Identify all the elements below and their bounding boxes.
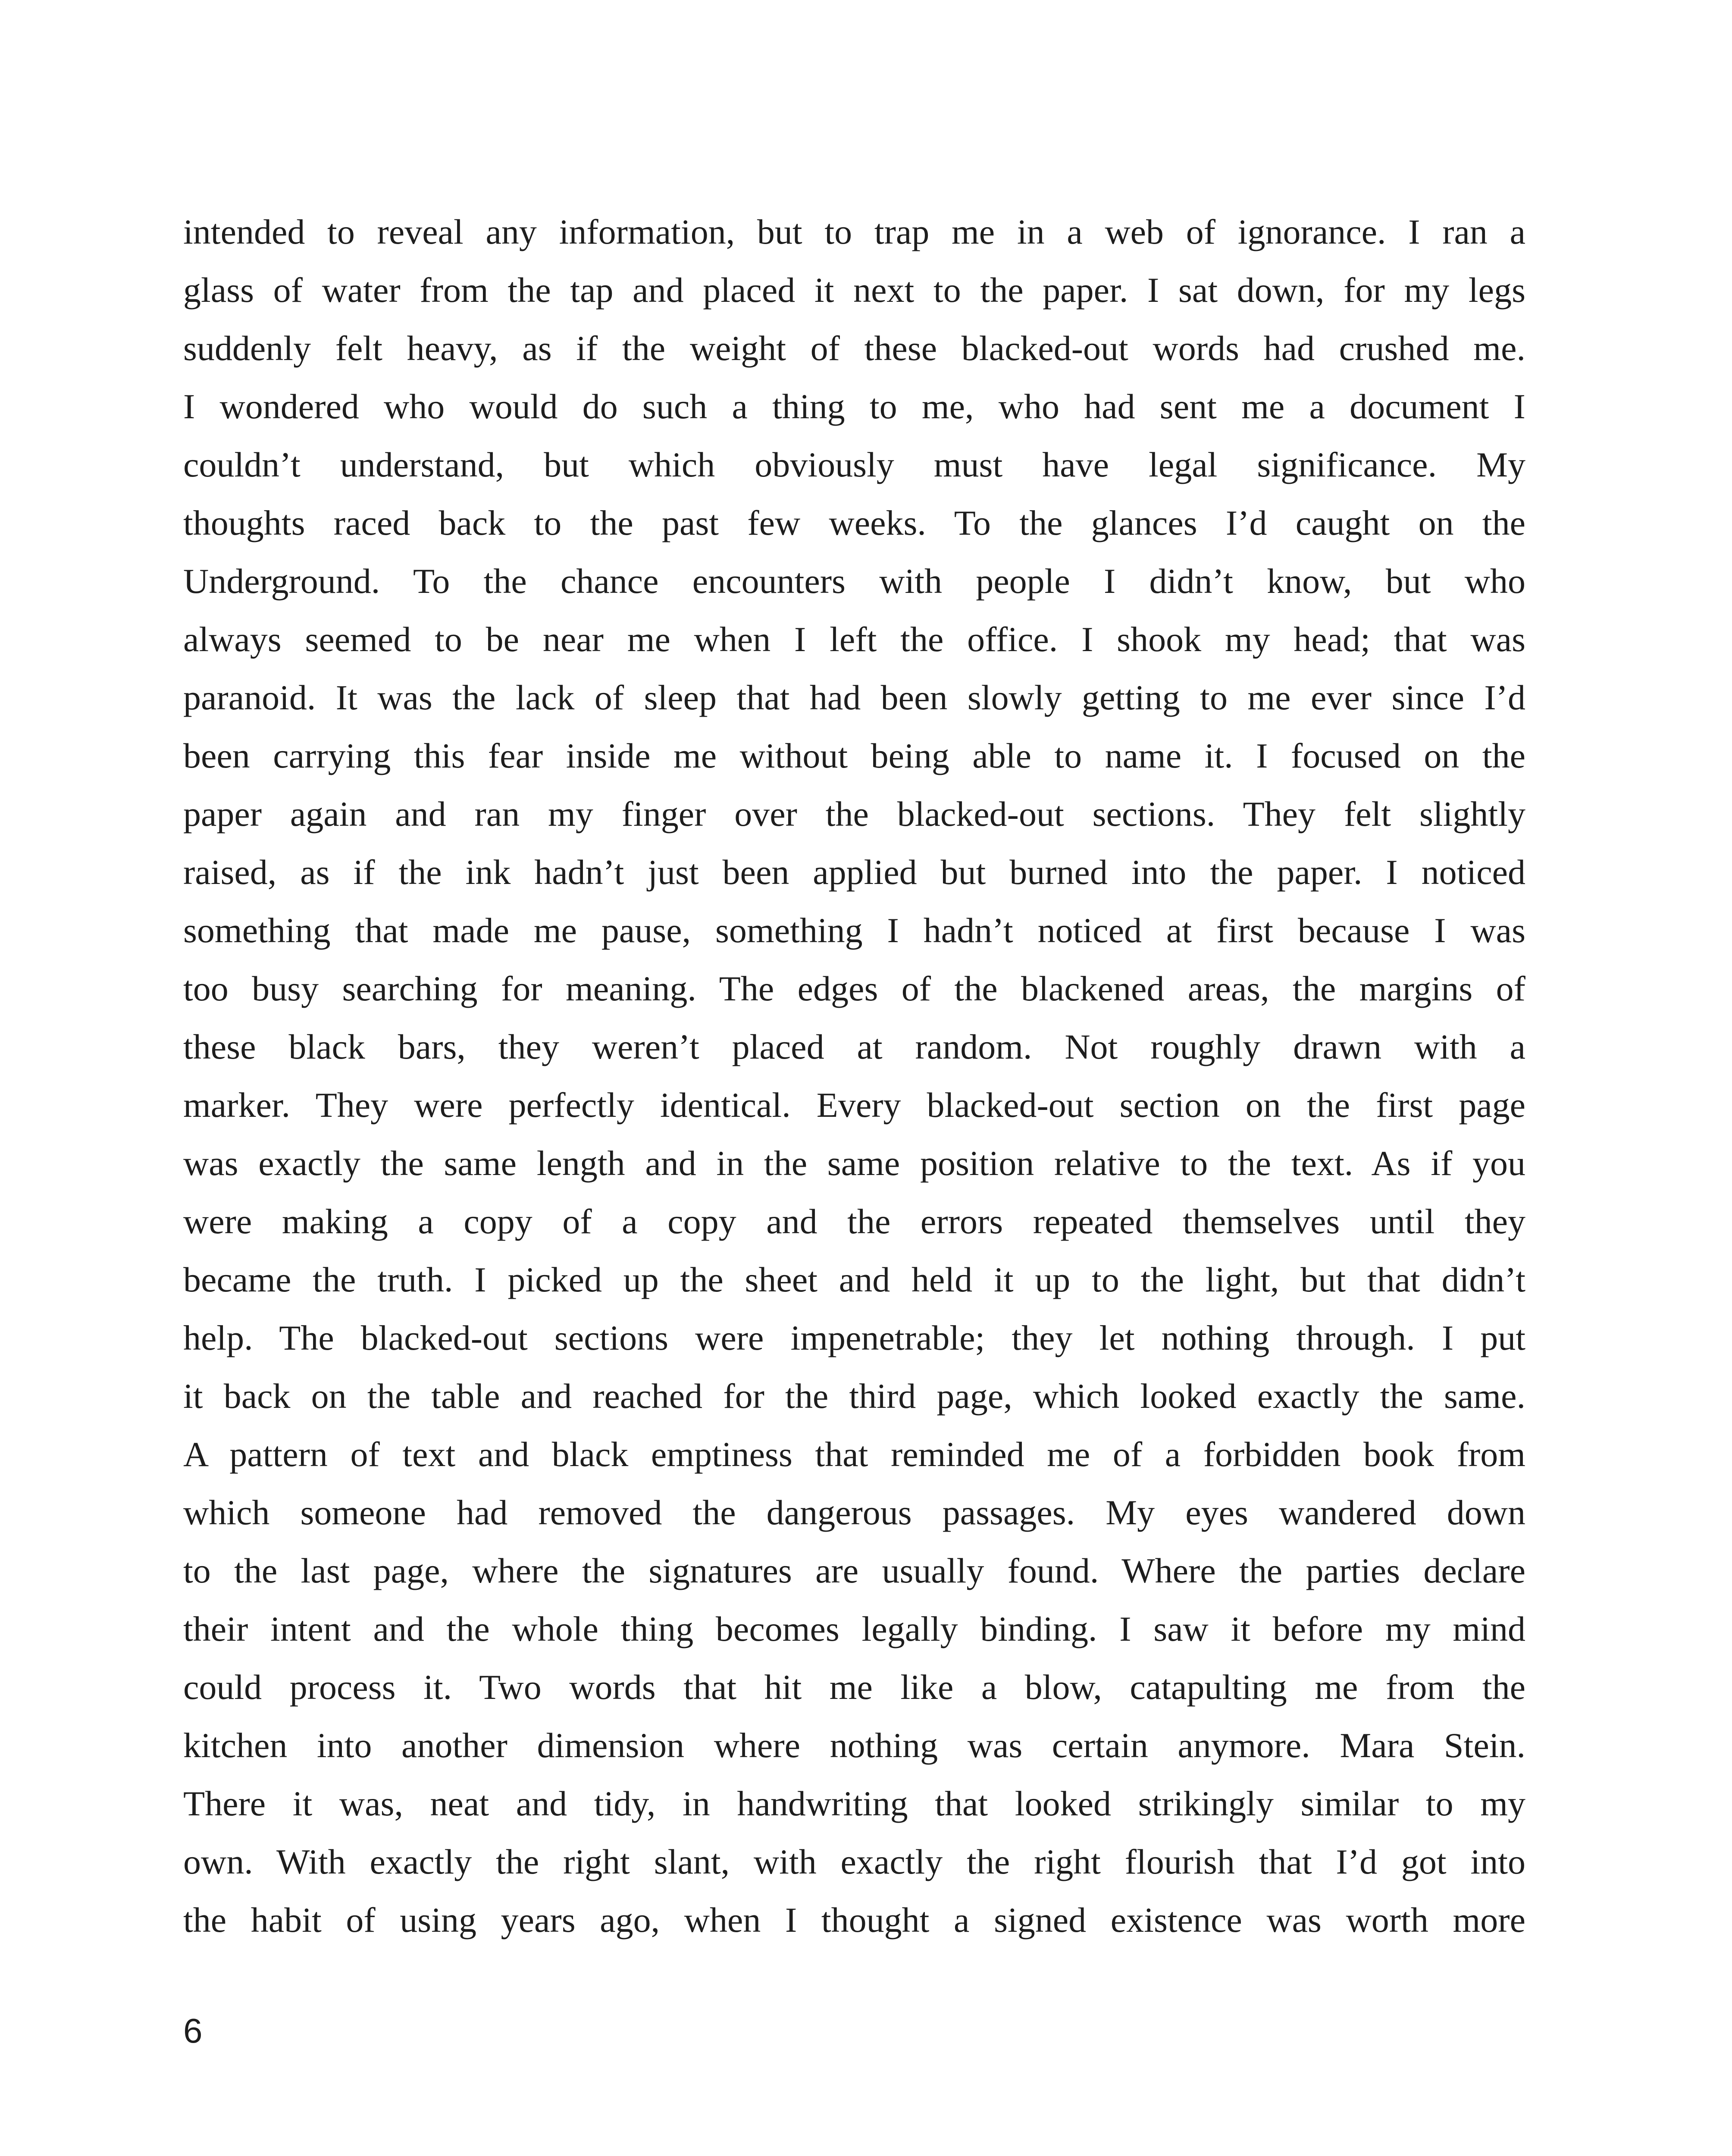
text-line: couldn’t understand, but which obviously must have legal significance. My: [183, 445, 1525, 484]
text-line: Underground. To the chance encounters with people I didn’t know, but who: [183, 561, 1525, 601]
text-line: paper again and ran my finger over the blacked-out sections. They felt slightly: [183, 794, 1525, 834]
text-line: kitchen into another dimension where nothing was certain anymore. Mara Stein.: [183, 1726, 1525, 1765]
text-line: were making a copy of a copy and the errors repeated themselves until they: [183, 1202, 1525, 1241]
text-line: the habit of using years ago, when I thought a signed existence was worth more: [183, 1900, 1525, 1940]
text-line: thoughts raced back to the past few weeks. To the glances I’d caught on the: [183, 503, 1525, 542]
text-line: to the last page, where the signatures are usually found. Where the parties declare: [183, 1551, 1525, 1590]
text-line: marker. They were perfectly identical. Every blacked-out section on the first page: [183, 1085, 1525, 1125]
text-line: been carrying this fear inside me without being able to name it. I focused on the: [183, 736, 1525, 775]
text-line: own. With exactly the right slant, with exactly the right flourish that I’d got into: [183, 1842, 1525, 1881]
text-line: intended to reveal any information, but to trap me in a web of ignorance. I ran a: [183, 212, 1525, 251]
page-number: 6: [183, 2012, 203, 2050]
text-line: A pattern of text and black emptiness that reminded me of a forbidden book from: [183, 1435, 1525, 1474]
text-line: could process it. Two words that hit me like a blow, catapulting me from the: [183, 1667, 1525, 1707]
text-line: paranoid. It was the lack of sleep that had been slowly getting to me ever since I’d: [183, 678, 1525, 717]
text-line: which someone had removed the dangerous passages. My eyes wandered down: [183, 1493, 1525, 1532]
text-line: glass of water from the tap and placed it next to the paper. I sat down, for my legs: [183, 270, 1525, 310]
text-line: I wondered who would do such a thing to me, who had sent me a document I: [183, 387, 1525, 426]
text-line: help. The blacked-out sections were impenetrable; they let nothing through. I put: [183, 1318, 1525, 1357]
text-line: was exactly the same length and in the same position relative to the text. As if you: [183, 1144, 1525, 1183]
text-line: There it was, neat and tidy, in handwriting that looked strikingly similar to my: [183, 1784, 1525, 1823]
text-line: something that made me pause, something I hadn’t noticed at first because I was: [183, 911, 1525, 950]
body-text: [183, 203, 1525, 1949]
text-line: these black bars, they weren’t placed at random. Not roughly drawn with a: [183, 1027, 1525, 1066]
text-line: became the truth. I picked up the sheet and held it up to the light, but that didn’t: [183, 1260, 1525, 1299]
text-line: suddenly felt heavy, as if the weight of these blacked-out words had crushed me.: [183, 329, 1525, 368]
text-line: their intent and the whole thing becomes legally binding. I saw it before my mind: [183, 1609, 1525, 1648]
text-line: raised, as if the ink hadn’t just been applied but burned into the paper. I noticed: [183, 852, 1525, 892]
text-line: it back on the table and reached for the third page, which looked exactly the same.: [183, 1376, 1525, 1416]
text-line: always seemed to be near me when I left the office. I shook my head; that was: [183, 620, 1525, 659]
text-line: too busy searching for meaning. The edges of the blackened areas, the margins of: [183, 969, 1525, 1008]
